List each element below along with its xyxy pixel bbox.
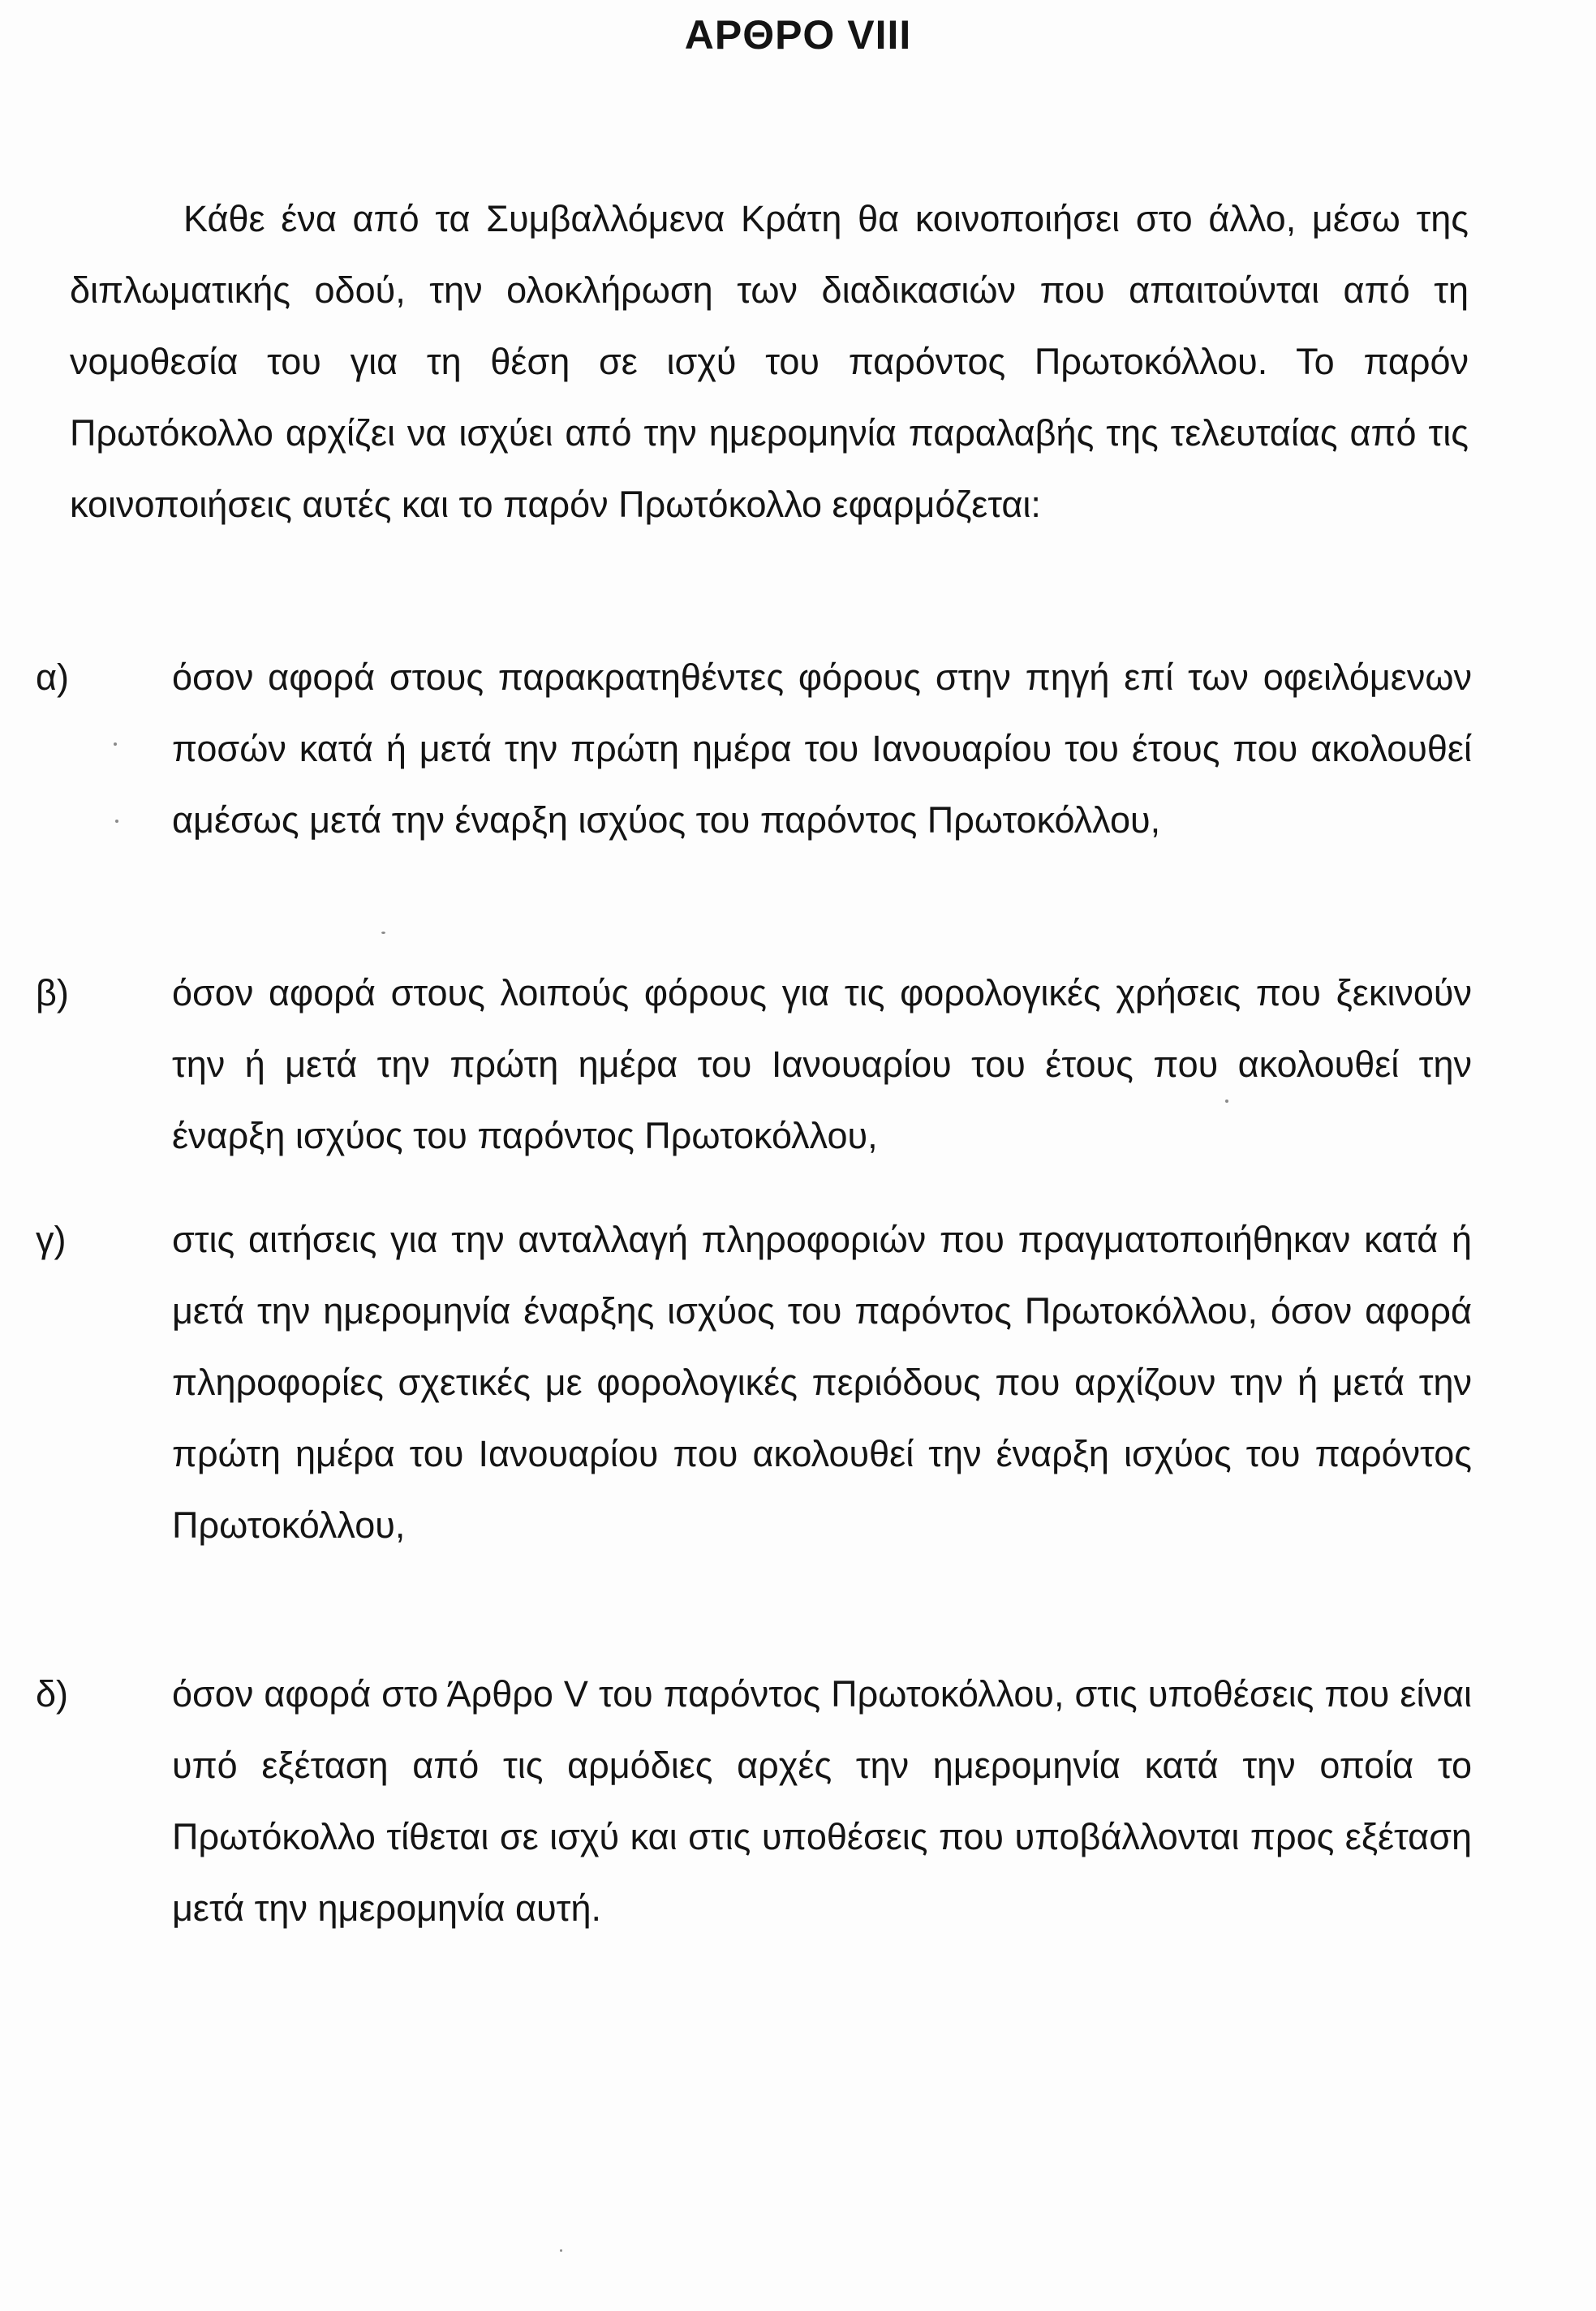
intro-paragraph: Κάθε ένα από τα Συμβαλλόμενα Κράτη θα κοινοποιήσει στο άλλο, μέσω της διπλωματικής οδού, την ολοκλήρωση των διαδικασιών που απαιτούνται από τη νομοθεσία του για τη θέση σε ισχύ του παρόντος Πρωτοκόλλου. Το παρόν Πρωτόκολλο αρχίζει να ισχύει από την ημερομηνία παραλαβής της τελευταίας από τις κοινοποιήσεις αυτές και το παρόν Πρωτόκολλο εφαρμόζεται:: [70, 198, 1469, 525]
list-text-alpha: όσον αφορά στους παρακρατηθέντες φόρους στην πηγή επί των οφειλόμενων ποσών κατά ή μετά την πρώτη ημέρα του Ιανουαρίου του έτους που ακολουθεί αμέσως μετά την έναρξη ισχύος του παρόντος Πρωτοκόλλου,: [172, 656, 1472, 841]
list-text-beta: όσον αφορά στους λοιπούς φόρους για τις φορολογικές χρήσεις που ξεκινούν την ή μετά την πρώτη ημέρα του Ιανουαρίου του έτους που ακολουθεί την έναρξη ισχύος του παρόντος Πρωτοκόλλου,: [172, 972, 1472, 1156]
scan-speck: [114, 742, 117, 746]
list-item-gamma: [36, 1204, 1472, 1561]
scan-speck: [1225, 1100, 1228, 1103]
list-item-delta: [36, 1659, 1472, 1944]
list-marker-delta: δ): [36, 1673, 69, 1715]
list-item-alpha: [36, 642, 1472, 856]
list-marker-gamma: γ): [36, 1219, 67, 1260]
list-marker-alpha: α): [36, 656, 70, 698]
article-title: ΑΡΘΡΟ VIII: [684, 12, 912, 58]
list-text-delta: όσον αφορά στο Άρθρο V του παρόντος Πρωτοκόλλου, στις υποθέσεις που είναι υπό εξέταση από τις αρμόδιες αρχές την ημερομηνία κατά την οποία το Πρωτόκολλο τίθεται σε ισχύ και στις υποθέσεις που υποβάλλονται προς εξέταση μετά την ημερομηνία αυτή.: [172, 1673, 1472, 1929]
scan-speck: [381, 932, 385, 934]
list-item-beta: [36, 958, 1472, 1172]
scan-speck: [560, 2249, 562, 2252]
scan-speck: [115, 820, 118, 823]
list-marker-beta: β): [36, 972, 69, 1013]
list-text-gamma: στις αιτήσεις για την ανταλλαγή πληροφοριών που πραγματοποιήθηκαν κατά ή μετά την ημερομηνία έναρξης ισχύος του παρόντος Πρωτοκόλλου, όσον αφορά πληροφορίες σχετικές με φορολογικές περιόδους που αρχίζουν την ή μετά την πρώτη ημέρα του Ιανουαρίου που ακολουθεί την έναρξη ισχύος του παρόντος Πρωτοκόλλου,: [172, 1219, 1472, 1546]
